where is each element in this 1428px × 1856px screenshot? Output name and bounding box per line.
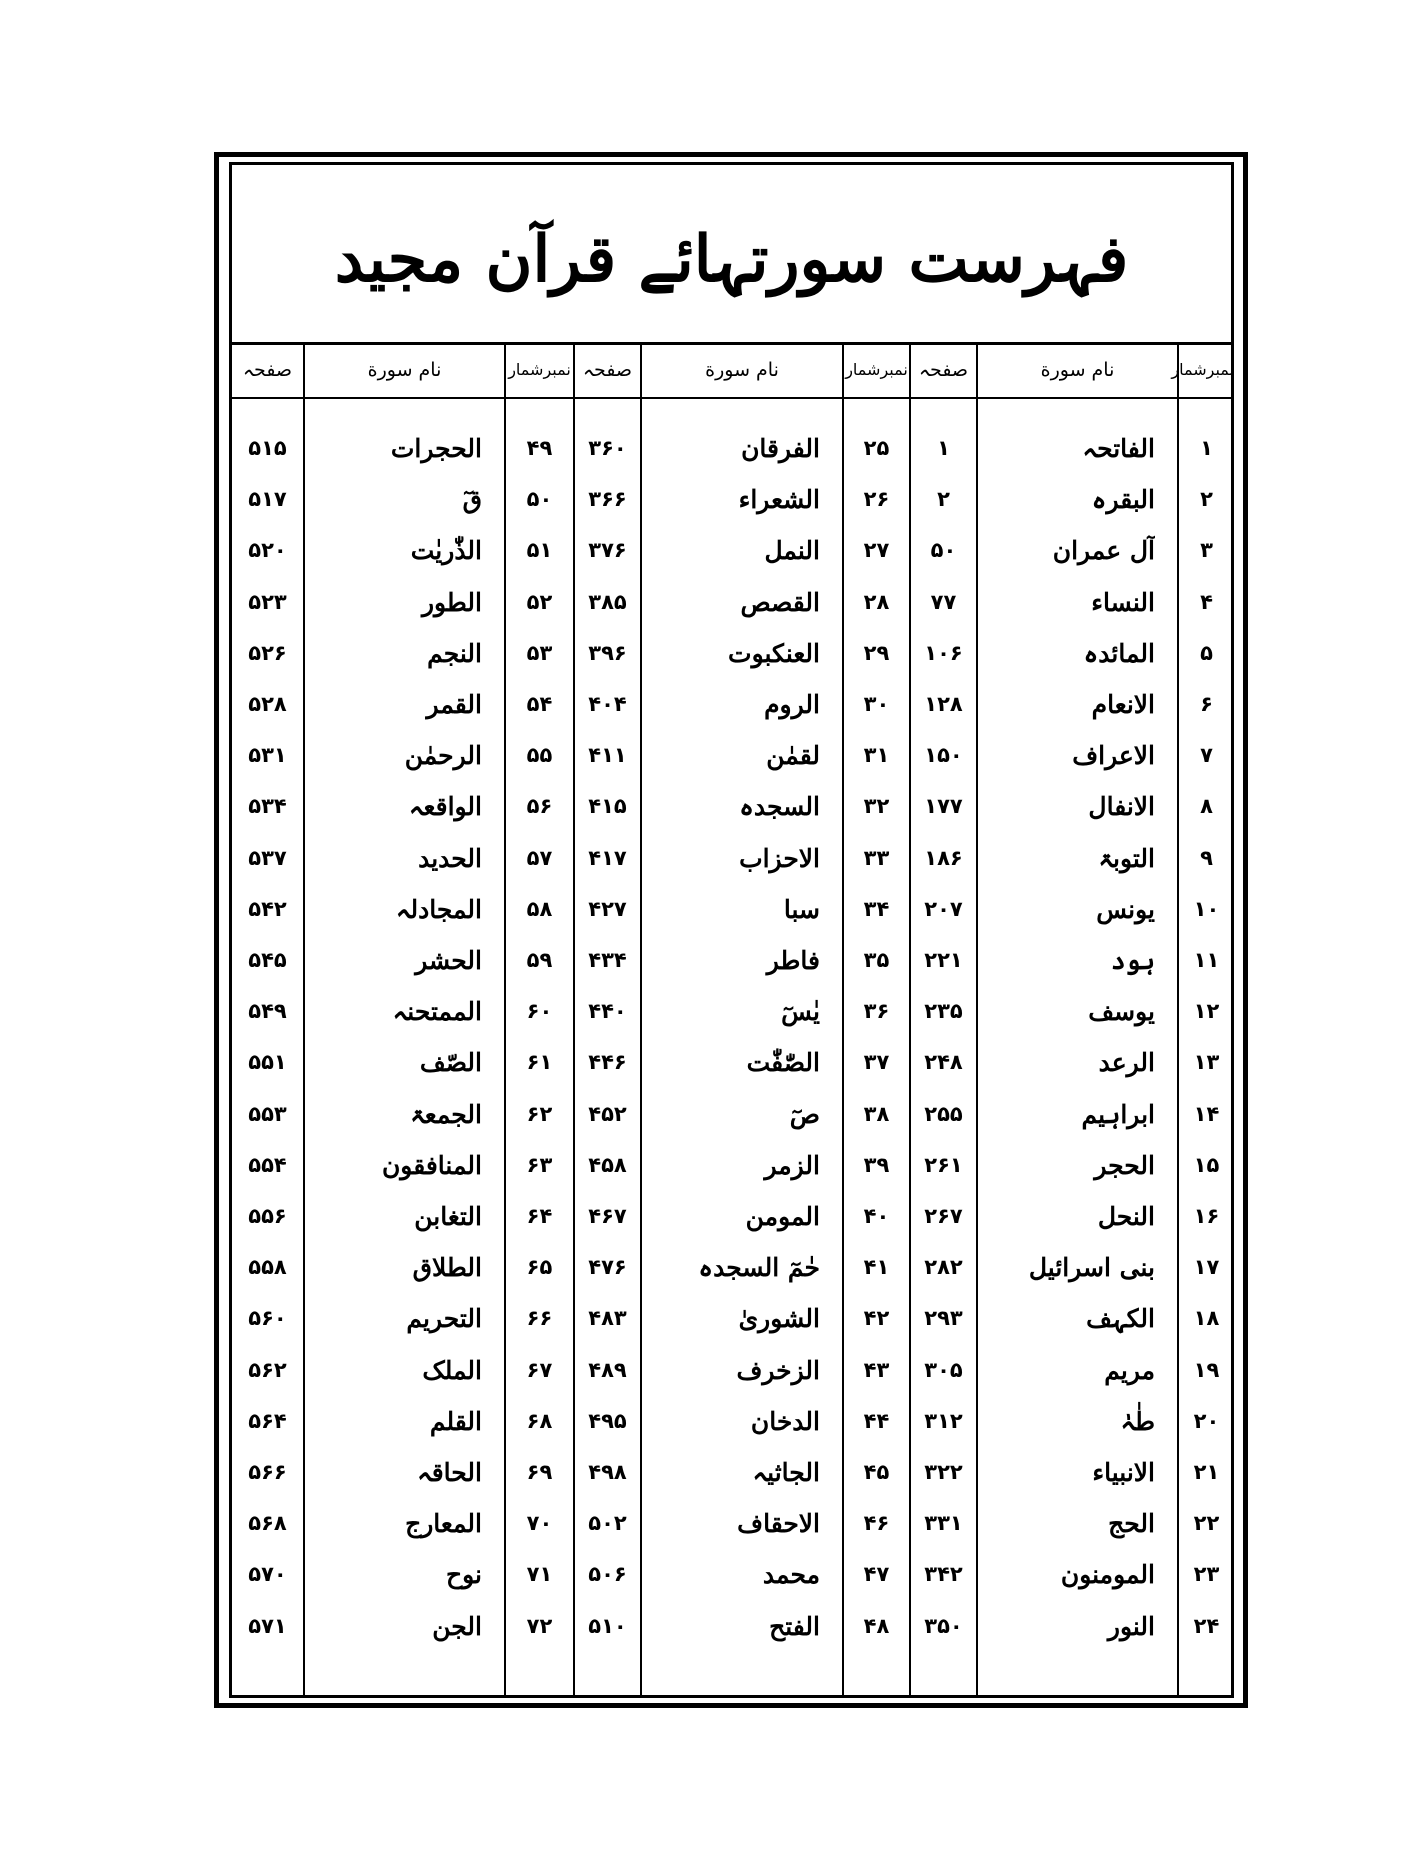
surah-name-cell: الذّٰریٰت xyxy=(410,536,482,566)
header-serial: نمبرشمار xyxy=(845,360,908,379)
surah-name-cell: المومن xyxy=(745,1202,820,1231)
surah-name-cell: محمد xyxy=(762,1560,820,1590)
page-cell: ۲۴۸ xyxy=(924,1050,963,1075)
table-row xyxy=(0,986,1428,1037)
serial-cell: ۵۶ xyxy=(526,794,553,819)
serial-cell: ۵۵ xyxy=(526,743,553,768)
serial-cell: ۷۰ xyxy=(526,1511,553,1536)
serial-cell: ۱۸ xyxy=(1193,1306,1220,1331)
serial-cell: ۲۲ xyxy=(1193,1511,1220,1536)
surah-name-cell: الملک xyxy=(422,1355,482,1385)
page-cell: ۱ xyxy=(937,436,950,460)
serial-cell: ۱۱ xyxy=(1193,948,1220,972)
page-cell: ۴۵۸ xyxy=(588,1152,627,1177)
header-page: صفحہ xyxy=(918,359,969,381)
serial-cell: ۲۳ xyxy=(1193,1562,1220,1587)
table-row xyxy=(0,1242,1428,1293)
surah-name-cell: الحدید xyxy=(418,843,482,873)
page-cell: ۵۲۸ xyxy=(248,692,287,716)
surah-name-cell: الزخرف xyxy=(736,1355,820,1385)
surah-name-cell: النور xyxy=(1107,1611,1155,1641)
page-cell: ۱۲۸ xyxy=(924,692,963,716)
page-cell: ۷۷ xyxy=(930,589,957,614)
page-cell: ۳۶۰ xyxy=(588,436,627,460)
serial-cell: ۶۶ xyxy=(526,1306,553,1331)
serial-cell: ۲۴ xyxy=(1193,1613,1220,1638)
page-cell: ۴۶۷ xyxy=(588,1204,627,1228)
surah-name-cell: حٰمٓ السجدہ xyxy=(698,1253,820,1283)
page-cell: ۴۱۱ xyxy=(588,743,627,768)
surah-name-cell: المنافقون xyxy=(381,1150,482,1180)
serial-cell: ۶۷ xyxy=(526,1357,553,1382)
surah-name-cell: النجم xyxy=(427,638,482,668)
page-title: فہرست سورتہائے قرآن مجید xyxy=(334,222,1129,297)
serial-cell: ۷ xyxy=(1200,743,1213,768)
page-cell: ۲۸۲ xyxy=(924,1255,963,1280)
page-cell: ۴۱۷ xyxy=(588,845,627,870)
surah-name-cell: الطلاق xyxy=(412,1253,482,1283)
surah-name-cell: الروم xyxy=(764,690,820,719)
serial-cell: ۳۵ xyxy=(863,948,890,972)
header-page: صفحہ xyxy=(582,359,633,381)
surah-name-cell: الجاثیہ xyxy=(752,1458,820,1487)
serial-cell: ۵۷ xyxy=(526,845,553,870)
surah-name-cell: الممتحنہ xyxy=(392,997,482,1027)
serial-cell: ۲۷ xyxy=(863,538,890,563)
header-name: نام سورة xyxy=(705,359,779,381)
surah-name-cell: المائدہ xyxy=(1083,638,1155,668)
surah-name-cell: الحجر xyxy=(1094,1150,1155,1180)
surah-name-cell: الانعام xyxy=(1091,690,1155,719)
page-cell: ۴۲۷ xyxy=(588,896,627,921)
serial-cell: ۶۵ xyxy=(526,1255,553,1280)
serial-cell: ۳ xyxy=(1200,538,1213,563)
page-cell: ۵۴۹ xyxy=(248,999,287,1024)
surah-name-cell: الدخان xyxy=(750,1406,820,1436)
surah-name-cell: الاحزاب xyxy=(739,843,820,873)
surah-name-cell: الجمعۃ xyxy=(410,1099,482,1129)
serial-cell: ۴۳ xyxy=(863,1357,890,1382)
serial-cell: ۱ xyxy=(1200,436,1213,460)
table-row xyxy=(0,525,1428,576)
page-cell: ۲۵۵ xyxy=(924,1101,963,1126)
serial-cell: ۳۷ xyxy=(863,1050,890,1075)
table-row xyxy=(0,730,1428,781)
table-row xyxy=(0,679,1428,730)
page-cell: ۴۹۸ xyxy=(588,1460,627,1484)
surah-name-cell: التوبۃ xyxy=(1098,843,1155,873)
page-cell: ۵۷۱ xyxy=(248,1613,287,1638)
table-row xyxy=(0,1396,1428,1447)
page-cell: ۵۴۲ xyxy=(248,896,287,921)
surah-name-cell: الحاقہ xyxy=(417,1458,482,1487)
page-cell: ۳۲۲ xyxy=(924,1460,963,1484)
page-cell: ۵۶۲ xyxy=(248,1357,287,1382)
serial-cell: ۶۴ xyxy=(526,1204,553,1228)
page-cell: ۳۰۵ xyxy=(924,1357,963,1382)
page-cell: ۵۵۱ xyxy=(248,1050,287,1075)
surah-name-cell: المجادلہ xyxy=(395,894,482,924)
serial-cell: ۱۶ xyxy=(1193,1204,1220,1228)
surah-name-cell: مریم xyxy=(1104,1355,1155,1385)
surah-name-cell: فاطر xyxy=(766,946,820,975)
table-row xyxy=(0,1601,1428,1652)
surah-name-cell: الاعراف xyxy=(1072,741,1155,771)
page-cell: ۵۶۴ xyxy=(248,1408,287,1433)
page-cell: ۵۵۳ xyxy=(248,1101,287,1126)
table-row xyxy=(0,935,1428,986)
table-row xyxy=(0,1089,1428,1140)
surah-name-cell: التحریم xyxy=(406,1304,482,1334)
surah-name-cell: التغابن xyxy=(414,1202,482,1231)
serial-cell: ۴۵ xyxy=(863,1460,890,1484)
page-cell: ۴۱۵ xyxy=(588,794,627,819)
serial-cell: ۵۰ xyxy=(526,487,553,512)
serial-cell: ۲۶ xyxy=(863,487,890,512)
surah-name-cell: النساء xyxy=(1091,587,1155,617)
page-cell: ۴۵۲ xyxy=(588,1101,627,1126)
surah-name-cell: نوح xyxy=(445,1560,482,1590)
page-cell: ۳۷۶ xyxy=(588,538,627,563)
page-cell: ۵۵۶ xyxy=(248,1204,287,1228)
serial-cell: ۶۳ xyxy=(526,1152,553,1177)
page-cell: ۵۳۴ xyxy=(248,794,287,819)
page-cell: ۲۶۱ xyxy=(924,1152,963,1177)
serial-cell: ۴ xyxy=(1200,589,1213,614)
serial-cell: ۵۳ xyxy=(526,640,553,665)
surah-name-cell: الفاتحہ xyxy=(1082,434,1155,463)
table-row xyxy=(0,781,1428,832)
serial-cell: ۳۸ xyxy=(863,1101,890,1126)
serial-cell: ۱۰ xyxy=(1193,896,1220,921)
page-cell: ۴۷۶ xyxy=(588,1255,627,1280)
table-row xyxy=(0,1447,1428,1498)
header-name: نام سورة xyxy=(367,359,442,381)
surah-name-cell: طٰہٰ xyxy=(1120,1406,1155,1436)
page-cell: ۵۶۶ xyxy=(248,1460,287,1484)
serial-cell: ۱۲ xyxy=(1193,999,1220,1024)
surah-name-cell: الفرقان xyxy=(741,434,820,463)
page-cell: ۲۳۵ xyxy=(924,999,963,1024)
header-name: نام سورة xyxy=(1040,359,1115,381)
serial-cell: ۶۹ xyxy=(526,1460,553,1484)
table-row xyxy=(0,1293,1428,1344)
table-row xyxy=(0,1549,1428,1600)
surah-name-cell: القلم xyxy=(429,1406,482,1436)
surah-name-cell: الصّف xyxy=(419,1048,482,1078)
table-row xyxy=(0,474,1428,525)
serial-cell: ۶۱ xyxy=(526,1050,553,1075)
surah-name-cell: القمر xyxy=(426,690,482,719)
page-cell: ۵۰۶ xyxy=(588,1562,627,1587)
page-cell: ۳۹۶ xyxy=(588,640,627,665)
header-page: صفحہ xyxy=(242,359,293,381)
surah-name-cell: لقمٰن xyxy=(766,741,820,771)
table-row xyxy=(0,1345,1428,1396)
serial-cell: ۳۴ xyxy=(863,896,890,921)
serial-cell: ۲۰ xyxy=(1193,1408,1220,1433)
page-cell: ۳۶۶ xyxy=(588,487,627,512)
surah-name-cell: العنکبوت xyxy=(728,638,820,668)
page-cell: ۲۲۱ xyxy=(924,948,963,972)
serial-cell: ۵ xyxy=(1200,640,1213,665)
surah-name-cell: ابراہیم xyxy=(1081,1099,1155,1129)
page-cell: ۵۴۵ xyxy=(248,948,287,972)
serial-cell: ۲۱ xyxy=(1193,1460,1220,1484)
serial-cell: ۶۲ xyxy=(526,1101,553,1126)
serial-cell: ۵۸ xyxy=(526,896,553,921)
serial-cell: ۲۹ xyxy=(863,640,890,665)
serial-cell: ۸ xyxy=(1200,794,1213,819)
table-row xyxy=(0,628,1428,679)
page-cell: ۴۸۹ xyxy=(588,1357,627,1382)
page-cell: ۵۱۵ xyxy=(248,436,287,460)
serial-cell: ۳۹ xyxy=(863,1152,890,1177)
serial-cell: ۲ xyxy=(1200,487,1213,512)
page-cell: ۵۶۰ xyxy=(248,1306,287,1331)
page-cell: ۳۳۱ xyxy=(924,1511,963,1536)
serial-cell: ۶۸ xyxy=(526,1408,553,1433)
page-cell: ۵۶۸ xyxy=(248,1511,287,1536)
serial-cell: ۳۶ xyxy=(863,999,890,1024)
surah-name-cell: النحل xyxy=(1097,1202,1155,1231)
page-cell: ۵۵۸ xyxy=(248,1255,287,1280)
page-cell: ۲۹۳ xyxy=(924,1306,963,1331)
serial-cell: ۱۳ xyxy=(1193,1050,1220,1075)
surah-name-cell: الشوریٰ xyxy=(738,1304,820,1334)
surah-name-cell: الشعراء xyxy=(738,485,820,515)
table-row xyxy=(0,833,1428,884)
table-header-divider xyxy=(229,397,1234,399)
page-cell: ۵۳۷ xyxy=(248,845,287,870)
serial-cell: ۵۴ xyxy=(526,692,553,716)
page-cell: ۱۰۶ xyxy=(924,640,963,665)
page-cell: ۵۱۷ xyxy=(248,487,287,512)
surah-name-cell: بنی اسرائیل xyxy=(1028,1253,1155,1283)
surah-name-cell: المومنون xyxy=(1060,1560,1155,1590)
page-cell: ۵۱۰ xyxy=(588,1613,627,1638)
serial-cell: ۳۲ xyxy=(863,794,890,819)
surah-name-cell: القصص xyxy=(740,587,820,617)
surah-name-cell: صٓ xyxy=(789,1099,820,1129)
page-cell: ۵۲۶ xyxy=(248,640,287,665)
page-cell: ۱۷۷ xyxy=(924,794,963,819)
serial-cell: ۱۵ xyxy=(1193,1152,1220,1177)
serial-cell: ۴۶ xyxy=(863,1511,890,1536)
surah-name-cell: الصّٰفّٰت xyxy=(746,1048,820,1078)
serial-cell: ۴۱ xyxy=(863,1255,890,1280)
surah-name-cell: الحشر xyxy=(415,946,482,975)
surah-name-cell: الطور xyxy=(421,587,482,617)
table-row xyxy=(0,1140,1428,1191)
page-cell: ۱۸۶ xyxy=(924,845,963,870)
serial-cell: ۴۰ xyxy=(863,1204,890,1228)
header-serial: نمبرشمار xyxy=(508,360,571,379)
table-row xyxy=(0,884,1428,935)
page-cell: ۴۴۶ xyxy=(588,1050,627,1075)
surah-name-cell: الحج xyxy=(1108,1509,1155,1539)
page-cell: ۲۰۷ xyxy=(924,896,963,921)
serial-cell: ۵۲ xyxy=(526,589,553,614)
serial-cell: ۴۷ xyxy=(863,1562,890,1587)
surah-name-cell: قٓ xyxy=(462,485,482,515)
page-cell: ۳۴۲ xyxy=(924,1562,963,1587)
surah-name-cell: الرعد xyxy=(1098,1048,1155,1078)
serial-cell: ۴۸ xyxy=(863,1613,890,1638)
serial-cell: ۳۳ xyxy=(863,845,890,870)
page-cell: ۵۳۱ xyxy=(248,743,287,768)
serial-cell: ۴۹ xyxy=(526,436,553,460)
surah-name-cell: الاحقاف xyxy=(737,1509,820,1539)
surah-name-cell: الکہف xyxy=(1086,1304,1155,1334)
surah-name-cell: المعارج xyxy=(405,1509,482,1539)
table-row xyxy=(0,423,1428,474)
surah-name-cell: الانبیاء xyxy=(1092,1458,1155,1487)
serial-cell: ۳۱ xyxy=(863,743,890,768)
surah-name-cell: الرحمٰن xyxy=(404,741,482,771)
page-cell: ۵۷۰ xyxy=(248,1562,287,1587)
serial-cell: ۵۹ xyxy=(526,948,553,972)
surah-name-cell: سبا xyxy=(783,894,820,924)
page-cell: ۵۵۴ xyxy=(248,1152,287,1177)
table-row xyxy=(0,1037,1428,1088)
serial-cell: ۲۵ xyxy=(863,436,890,460)
page-cell: ۲ xyxy=(937,487,950,512)
surah-name-cell: آل عمران xyxy=(1052,536,1155,566)
surah-name-cell: الزمر xyxy=(764,1150,820,1180)
page-cell: ۵۲۳ xyxy=(248,589,287,614)
surah-name-cell: الواقعہ xyxy=(408,792,482,822)
page-cell: ۴۸۳ xyxy=(588,1306,627,1331)
serial-cell: ۶۰ xyxy=(526,999,553,1024)
surah-name-cell: الحجرات xyxy=(390,434,482,463)
page-cell: ۳۸۵ xyxy=(588,589,627,614)
table-row xyxy=(0,1191,1428,1242)
table-row xyxy=(0,1498,1428,1549)
serial-cell: ۳۰ xyxy=(863,692,890,716)
surah-name-cell: الانفال xyxy=(1088,792,1155,822)
surah-name-cell: یونس xyxy=(1096,894,1155,924)
serial-cell: ۷۱ xyxy=(526,1562,553,1587)
page-cell: ۳۱۲ xyxy=(924,1408,963,1433)
surah-name-cell: النمل xyxy=(764,536,820,566)
serial-cell: ۹ xyxy=(1200,845,1213,870)
serial-cell: ۱۴ xyxy=(1193,1101,1220,1126)
surah-name-cell: ہود xyxy=(1111,946,1155,975)
surah-name-cell: الجن xyxy=(432,1611,482,1641)
surah-name-cell: السجدہ xyxy=(739,792,820,822)
page-cell: ۱۵۰ xyxy=(924,743,963,768)
surah-name-cell: البقرہ xyxy=(1091,485,1155,515)
page-cell: ۲۶۷ xyxy=(924,1204,963,1228)
header-serial: نمبرشمار xyxy=(1171,360,1234,379)
surah-name-cell: یٰسٓ xyxy=(781,997,820,1027)
page-cell: ۳۵۰ xyxy=(924,1613,963,1638)
serial-cell: ۷۲ xyxy=(526,1613,553,1638)
serial-cell: ۱۷ xyxy=(1193,1255,1220,1280)
serial-cell: ۲۸ xyxy=(863,589,890,614)
serial-cell: ۴۲ xyxy=(863,1306,890,1331)
serial-cell: ۶ xyxy=(1200,692,1213,716)
table-row xyxy=(0,577,1428,628)
page-cell: ۵۰ xyxy=(930,538,957,563)
page-cell: ۴۴۰ xyxy=(588,999,627,1024)
page-cell: ۴۰۴ xyxy=(588,692,627,716)
serial-cell: ۴۴ xyxy=(863,1408,890,1433)
page-cell: ۵۲۰ xyxy=(248,538,287,563)
surah-name-cell: یوسف xyxy=(1088,997,1155,1027)
serial-cell: ۵۱ xyxy=(526,538,553,563)
page-cell: ۴۹۵ xyxy=(588,1408,627,1433)
surah-name-cell: الفتح xyxy=(769,1611,820,1641)
serial-cell: ۱۹ xyxy=(1193,1357,1220,1382)
page-cell: ۴۳۴ xyxy=(588,948,627,972)
page-cell: ۵۰۲ xyxy=(588,1511,627,1536)
